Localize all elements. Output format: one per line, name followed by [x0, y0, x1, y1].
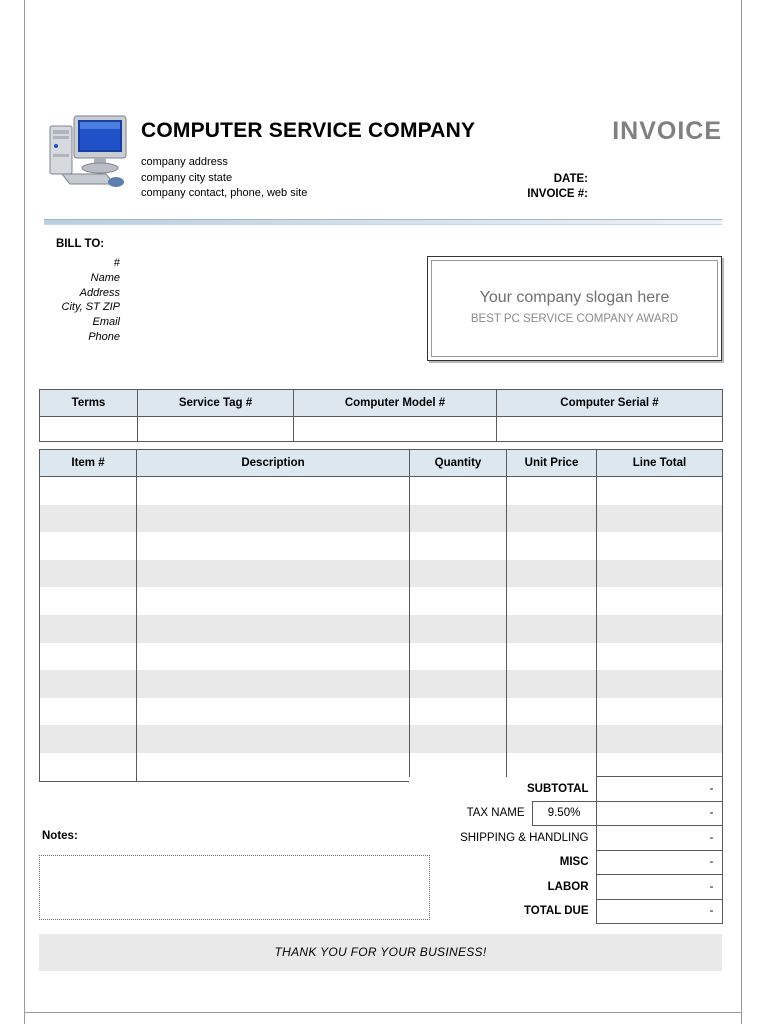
cell-description[interactable]: [137, 532, 410, 560]
cell-line-total[interactable]: [597, 643, 723, 671]
terms-value-service-tag[interactable]: [138, 417, 294, 442]
cell-item[interactable]: [40, 477, 137, 505]
tax-amount-value[interactable]: -: [596, 801, 722, 826]
shipping-label: SHIPPING & HANDLING: [409, 826, 596, 851]
cell-description[interactable]: [137, 725, 410, 753]
cell-unit-price[interactable]: [507, 670, 597, 698]
totals-row-misc: [409, 850, 722, 875]
totals-row-shipping: [409, 826, 722, 851]
company-address-line-3: company contact, phone, web site: [141, 187, 308, 199]
computer-logo-icon: [44, 112, 128, 194]
notes-input[interactable]: [39, 855, 430, 920]
cell-quantity[interactable]: [410, 725, 507, 753]
cell-quantity[interactable]: [410, 587, 507, 615]
cell-description[interactable]: [137, 560, 410, 588]
items-header-quantity: Quantity: [410, 450, 507, 477]
subtotal-value[interactable]: -: [596, 777, 722, 802]
cell-quantity[interactable]: [410, 477, 507, 505]
cell-unit-price[interactable]: [507, 532, 597, 560]
total-due-value[interactable]: -: [596, 899, 722, 924]
page-border-right: [741, 0, 742, 1024]
cell-item[interactable]: [40, 560, 137, 588]
cell-line-total[interactable]: [597, 505, 723, 533]
cell-quantity[interactable]: [410, 560, 507, 588]
cell-item[interactable]: [40, 505, 137, 533]
cell-description[interactable]: [137, 477, 410, 505]
terms-value-terms[interactable]: [40, 417, 138, 442]
terms-header-row: [40, 390, 723, 417]
cell-item[interactable]: [40, 725, 137, 753]
misc-value[interactable]: -: [596, 850, 722, 875]
table-row[interactable]: [40, 725, 723, 753]
terms-value-computer-serial[interactable]: [497, 417, 723, 442]
cell-quantity[interactable]: [410, 698, 507, 726]
shipping-value[interactable]: -: [596, 826, 722, 851]
cell-item[interactable]: [40, 698, 137, 726]
cell-line-total[interactable]: [597, 587, 723, 615]
cell-line-total[interactable]: [597, 698, 723, 726]
terms-value-computer-model[interactable]: [294, 417, 497, 442]
cell-unit-price[interactable]: [507, 615, 597, 643]
line-items-table: [39, 449, 723, 782]
invoice-number-label: INVOICE #:: [527, 188, 588, 200]
table-row[interactable]: [40, 698, 723, 726]
footer-message: THANK YOU FOR YOUR BUSINESS!: [274, 945, 487, 959]
items-header-description: Description: [137, 450, 410, 477]
cell-description[interactable]: [137, 505, 410, 533]
total-due-label: TOTAL DUE: [409, 899, 596, 924]
bill-to-line-2: Name: [90, 271, 120, 284]
bill-to-line-3: Address: [79, 286, 120, 299]
cell-line-total[interactable]: [597, 532, 723, 560]
cell-unit-price[interactable]: [507, 505, 597, 533]
cell-line-total[interactable]: [597, 725, 723, 753]
misc-label: MISC: [409, 850, 596, 875]
cell-item[interactable]: [40, 587, 137, 615]
subtotal-label: SUBTOTAL: [409, 777, 596, 802]
bill-to-title: BILL TO:: [56, 238, 105, 250]
totals-row-subtotal: [409, 777, 722, 802]
page-border-left: [24, 0, 25, 1024]
cell-line-total[interactable]: [597, 615, 723, 643]
cell-quantity[interactable]: [410, 532, 507, 560]
cell-quantity[interactable]: [410, 643, 507, 671]
bill-to-line-1: #: [113, 257, 120, 269]
items-header-row: [40, 450, 723, 477]
terms-header-computer-model: Computer Model #: [294, 390, 497, 417]
cell-line-total[interactable]: [597, 670, 723, 698]
slogan-box: [427, 256, 722, 361]
table-row[interactable]: [40, 587, 723, 615]
cell-line-total[interactable]: [597, 560, 723, 588]
totals-row-tax: [409, 801, 722, 826]
company-address: [141, 155, 307, 202]
slogan-main-text: Your company slogan here: [479, 289, 670, 306]
totals-row-labor: [409, 875, 722, 900]
cell-item[interactable]: [40, 670, 137, 698]
slogan-inner-border: [431, 260, 718, 357]
cell-item[interactable]: [40, 532, 137, 560]
cell-description[interactable]: [137, 643, 410, 671]
cell-description[interactable]: [137, 698, 410, 726]
table-row[interactable]: [40, 505, 723, 533]
terms-value-row[interactable]: [40, 417, 723, 442]
labor-value[interactable]: -: [596, 875, 722, 900]
cell-unit-price[interactable]: [507, 560, 597, 588]
cell-quantity[interactable]: [410, 670, 507, 698]
cell-unit-price[interactable]: [507, 698, 597, 726]
bill-to-line-4: City, ST ZIP: [61, 301, 120, 314]
terms-header-service-tag: Service Tag #: [138, 390, 294, 417]
cell-description[interactable]: [137, 670, 410, 698]
tax-rate-value[interactable]: 9.50%: [532, 801, 596, 826]
bill-to-line-5: Email: [92, 316, 120, 329]
table-row[interactable]: [40, 560, 723, 588]
items-header-unit-price: Unit Price: [507, 450, 597, 477]
table-row[interactable]: [40, 477, 723, 505]
terms-table: [39, 389, 723, 442]
cell-unit-price[interactable]: [507, 725, 597, 753]
table-row[interactable]: [40, 615, 723, 643]
cell-line-total[interactable]: [597, 477, 723, 505]
page-border-bottom: [24, 1012, 742, 1013]
items-header-line-total: Line Total: [597, 450, 723, 477]
header-divider: [44, 219, 722, 225]
labor-label: LABOR: [409, 875, 596, 900]
terms-header-terms: Terms: [40, 390, 138, 417]
table-row[interactable]: [40, 643, 723, 671]
items-header-item: Item #: [40, 450, 137, 477]
cell-unit-price[interactable]: [507, 587, 597, 615]
cell-item[interactable]: [40, 643, 137, 671]
cell-quantity[interactable]: [410, 615, 507, 643]
cell-description[interactable]: [137, 587, 410, 615]
bill-to-line-6: Phone: [88, 330, 120, 343]
cell-description[interactable]: [137, 753, 410, 781]
cell-description[interactable]: [137, 615, 410, 643]
totals-row-total-due: [409, 899, 722, 924]
table-row[interactable]: [40, 532, 723, 560]
cell-unit-price[interactable]: [507, 643, 597, 671]
bill-to-block: [10, 256, 120, 345]
company-name: COMPUTER SERVICE COMPANY: [141, 119, 476, 142]
date-label: DATE:: [553, 173, 588, 185]
terms-header-computer-serial: Computer Serial #: [497, 390, 723, 417]
tax-name-label: TAX NAME: [409, 801, 532, 826]
invoice-title: INVOICE: [612, 117, 722, 145]
table-row[interactable]: [40, 670, 723, 698]
slogan-sub-text: BEST PC SERVICE COMPANY AWARD: [470, 313, 679, 325]
cell-quantity[interactable]: [410, 505, 507, 533]
company-address-line-1: company address: [141, 156, 228, 168]
company-address-line-2: company city state: [141, 171, 233, 184]
cell-item[interactable]: [40, 753, 137, 781]
notes-label: Notes:: [42, 830, 78, 842]
totals-table: [409, 776, 723, 924]
cell-item[interactable]: [40, 615, 137, 643]
cell-unit-price[interactable]: [507, 477, 597, 505]
